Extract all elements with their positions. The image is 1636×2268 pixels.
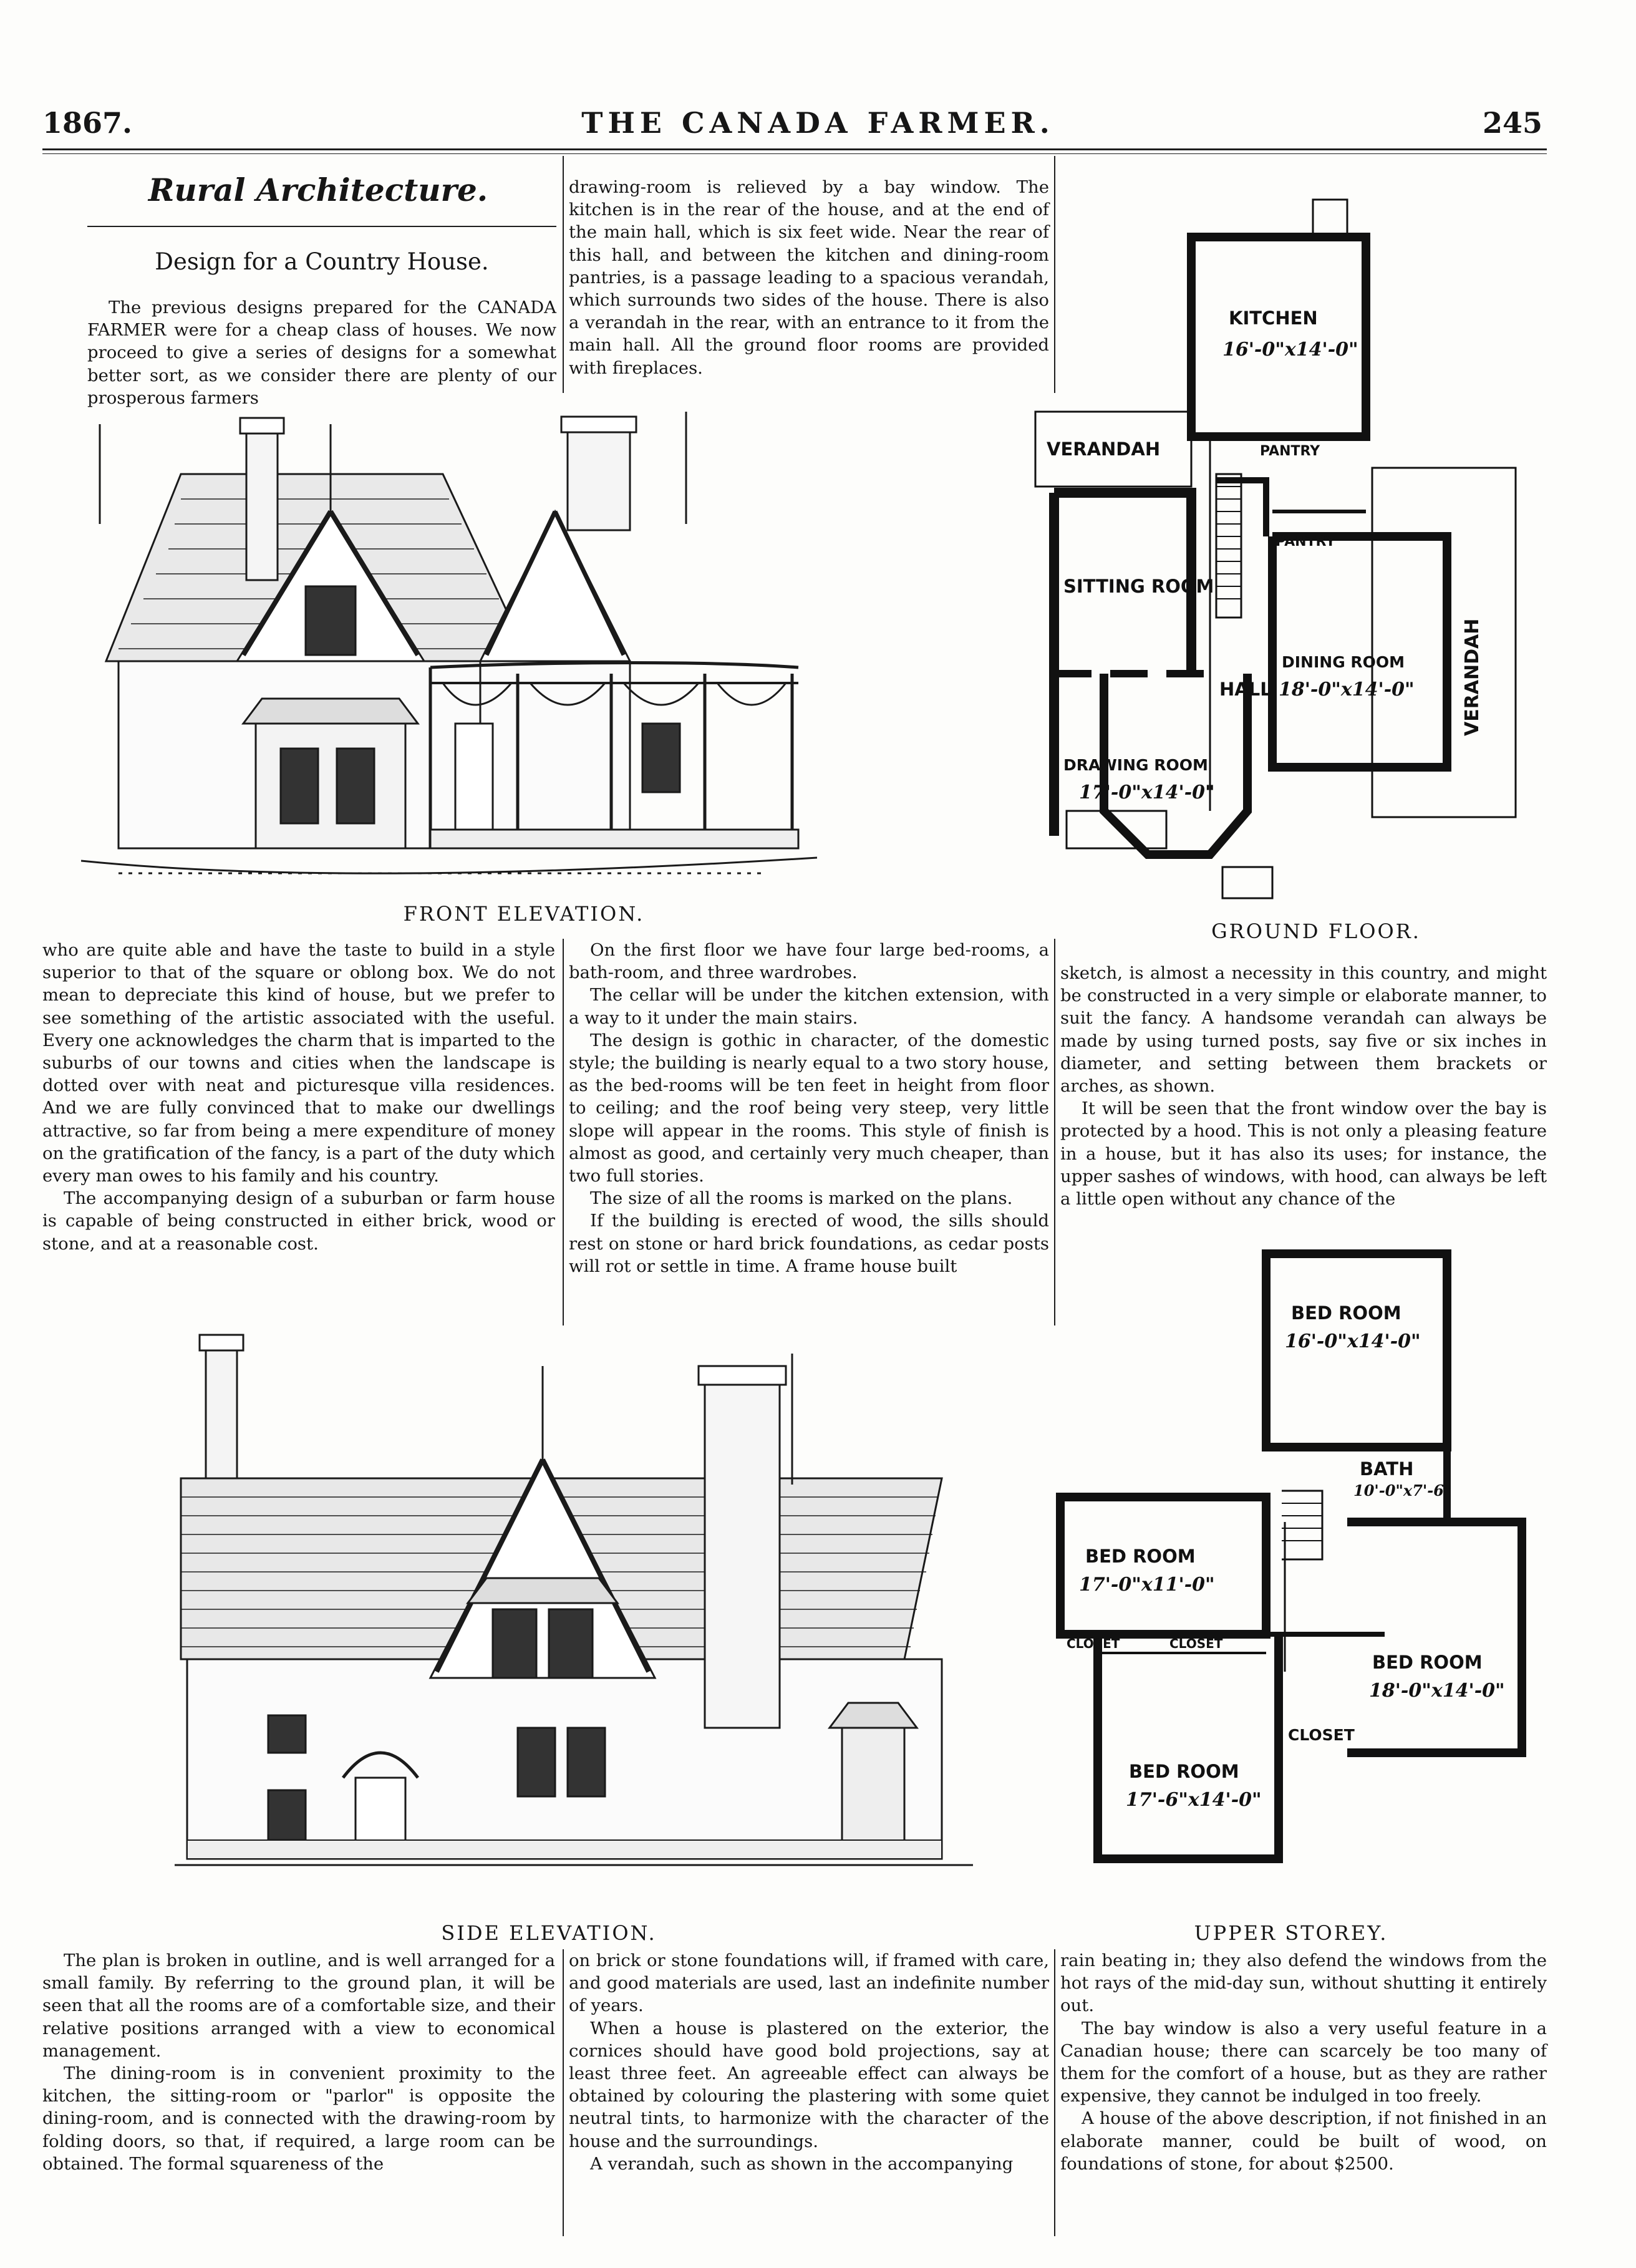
paragraph: on brick or stone foundations will, if framed with care, and good materials are used, last an indefinite number of years. [569,1951,1049,2016]
middle-column-2 [569,939,1049,1277]
paragraph: who are quite able and have the taste to build in a style superior to that of the square or oblong box. We do not mean to depreciate this kind of house, but we prefer to see something of the artistic associated with the useful. Every one acknowledges the charm that is imparted to the suburbs of our towns and cities when the landscape is dotted over with neat and picturesque villa residences. And we are fully convinced that to make our dwellings attractive, so far from being a mere expenditure of money on the gratification of the fancy, is a part of the duty which every man owes to his family and his country. [42,940,555,1186]
upper-storey-plan [1035,1235,1547,1896]
side-elevation-illustration [168,1329,979,1902]
heading-rule [87,226,556,227]
page-number: 245 [1482,106,1542,140]
header-rule-thin [42,153,1547,154]
ground-floor-plan [973,187,1547,923]
top-column-1 [87,296,556,409]
kitchen-label: KITCHEN [1229,308,1318,329]
closet-label: CLOSET [1169,1636,1223,1651]
paragraph: The cellar will be under the kitchen extension, with a way to it under the main stairs. [569,985,1049,1028]
paragraph: When a house is plastered on the exterior, the cornices should have good bold projections, say at least three feet. An agreeable effect can always be obtained by colouring the plastering with some quiet neutral tints, to harmonize with the character of the house and the surroundings. [569,2018,1049,2151]
paragraph: The design is gothic in character, of the domestic style; the building is nearly equal to a two story house, as the bed-rooms will be ten feet in height from floor to ceiling; and the roof being very steep, very little slope will appear in the rooms. This style of finish is almost as good, and certainly very much cheaper, than two full stories. [569,1030,1049,1186]
column-rule [563,1949,564,2236]
front-elevation-caption: FRONT ELEVATION. [403,902,645,926]
kitchen-dimension: 16'-0"x14'-0" [1222,339,1358,361]
paragraph: rain beating in; they also defend the windows from the hot rays of the mid-day sun, without shutting it entirely out. [1060,1951,1547,2016]
side-elevation-caption: SIDE ELEVATION. [441,1921,657,1945]
bed-room-label: BED ROOM [1129,1761,1239,1782]
closet-label: CLOSET [1067,1636,1120,1651]
bed-room-label: BED ROOM [1085,1546,1196,1567]
middle-column-1 [42,939,555,1255]
paragraph: If the building is erected of wood, the sills should rest on stone or hard brick foundations, as cedar posts will rot or settle in time. A frame house built [569,1211,1049,1276]
drawing-room-label: DRAWING ROOM [1063,756,1208,774]
dining-room-label: DINING ROOM [1282,653,1405,671]
paragraph: A verandah, such as shown in the accompanying [590,2153,1014,2174]
column-rule [1054,1949,1055,2236]
bath-label: BATH [1360,1458,1414,1480]
paragraph: A house of the above description, if not finished in an elaborate manner, could be built of wood, on foundations of stone, for about $2500. [1060,2108,1547,2174]
ground-floor-caption: GROUND FLOOR. [1211,919,1421,943]
page-year: 1867. [42,106,133,140]
verandah-label: VERANDAH [1047,439,1161,460]
article-title: Design for a Country House. [155,248,489,275]
paragraph: drawing-room is relieved by a bay window. The kitchen is in the rear of the house, and at the end of the main hall, which is six feet wide. Near the rear of this hall, and between the kitchen and dining-room pantries, is a passage leading to a spacious verandah, which surrounds two sides of the house. There is also a verandah in the rear, with an entrance to it from the main hall. All the ground floor rooms are provided with fireplaces. [569,177,1049,378]
drawing-room-dimension: 17'-0"x14'-0" [1079,782,1215,803]
bed-room-dimension: 16'-0"x14'-0" [1285,1330,1421,1352]
paragraph: The size of all the rooms is marked on the plans. [590,1188,1013,1209]
bed-room-dimension: 17'-0"x11'-0" [1079,1574,1215,1596]
bottom-column-2 [569,1949,1049,2175]
front-elevation-illustration [81,399,817,898]
bed-room-label: BED ROOM [1291,1302,1401,1324]
paragraph: The dining-room is in convenient proximity to the kitchen, the sitting-room or "parlor" is opposite the dining-room, and is connected with the drawing-room by folding doors, so that, if required, a large room can be obtained. The formal squareness of the [42,2063,555,2174]
paragraph: The accompanying design of a suburban or farm house is capable of being constructed in either brick, wood or stone, and at a reasonable cost. [42,1188,555,1254]
bed-room-dimension: 17'-6"x14'-0" [1126,1789,1262,1811]
bed-room-label: BED ROOM [1372,1652,1483,1673]
paragraph: The previous designs prepared for the CANADA FARMER were for a cheap class of houses. We now proceed to give a series of designs for a somewhat better sort, as we consider there are plenty of our prosperous farmers [87,298,556,408]
closet-label: CLOSET [1288,1726,1355,1744]
dining-room-dimension: 18'-0"x14'-0" [1279,679,1415,700]
pantry-label: PANTRY [1275,534,1336,550]
paragraph: The plan is broken in outline, and is well arranged for a small family. By referring to the ground plan, it will be seen that all the rooms are of a comfortable size, and their relative positions arranged with a view to economical management. [42,1951,555,2061]
sitting-room-label: SITTING ROOM [1063,576,1214,597]
pantry-label: PANTRY [1260,443,1320,459]
bottom-column-1 [42,1949,555,2175]
bed-room-dimension: 18'-0"x14'-0" [1369,1680,1505,1702]
paragraph: It will be seen that the front window over the bay is protected by a hood. This is not only a pleasing feature in a house, but it has also its uses; for instance, the upper sashes of windows, with hood, can always be left a little open without any chance of the [1060,1098,1547,1209]
header-rule [42,148,1547,150]
newspaper-title: THE CANADA FARMER. [581,106,1055,140]
bottom-column-3 [1060,1949,1547,2175]
paragraph: On the first floor we have four large bed-rooms, a bath-room, and three wardrobes. [569,940,1049,983]
verandah-label: VERANDAH [1461,618,1483,736]
column-rule [563,939,564,1325]
section-heading: Rural Architecture. [148,172,488,208]
paragraph: sketch, is almost a necessity in this country, and might be constructed in a very simple or elaborate manner, to suit the fancy. A handsome verandah can always be made by using turned posts, say five or six inches in diameter, and setting between them brackets or arches, as shown. [1060,963,1547,1097]
hall-label: HALL [1219,679,1272,700]
bath-dimension: 10'-0"x7'-6" [1353,1481,1452,1500]
paragraph: The bay window is also a very useful feature in a Canadian house; there can scarcely be too many of them for the comfort of a house, but as they are rather expensive, they cannot be indulged in too freely. [1060,2018,1547,2106]
middle-column-3 [1060,962,1547,1210]
column-rule [563,156,564,393]
upper-storey-caption: UPPER STOREY. [1194,1921,1388,1945]
